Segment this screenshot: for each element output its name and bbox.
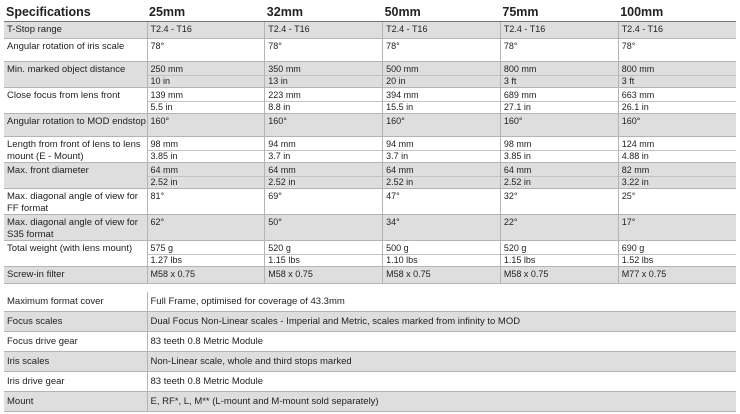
specifications-table <box>4 3 736 284</box>
spec-value-primary: 500 g <box>386 243 409 253</box>
specifications-body <box>4 22 736 284</box>
general-row <box>4 352 736 372</box>
column-header-100mm: 100mm <box>618 3 736 22</box>
spec-value-secondary: 10 in <box>148 75 265 87</box>
spec-cell <box>618 215 736 241</box>
spec-row <box>4 163 736 189</box>
spec-value-secondary: 3.7 in <box>383 150 500 162</box>
spec-value-secondary: 3.22 in <box>619 176 736 188</box>
column-header-75mm: 75mm <box>500 3 618 22</box>
spec-cell <box>265 267 383 284</box>
spec-value-primary: 98 mm <box>503 139 532 149</box>
spec-value-secondary: 2.52 in <box>265 176 382 188</box>
spec-value-primary: 25° <box>621 191 636 201</box>
spec-cell <box>500 114 618 137</box>
general-specs-table <box>4 292 736 412</box>
column-header-25mm: 25mm <box>147 3 265 22</box>
spec-cell <box>500 267 618 284</box>
spec-value-primary: M58 x 0.75 <box>150 269 196 279</box>
general-row-value: Dual Focus Non-Linear scales - Imperial and Metric, scales marked from infinity to MOD <box>147 312 736 332</box>
spec-value-primary: 17° <box>621 217 636 227</box>
general-row-label: Iris drive gear <box>4 372 147 392</box>
general-row-label: Mount <box>4 392 147 412</box>
spec-value-primary: 64 mm <box>150 165 179 175</box>
spec-cell <box>383 62 501 88</box>
spec-cell <box>265 137 383 163</box>
spec-row <box>4 215 736 241</box>
spec-row <box>4 137 736 163</box>
spec-row-label: Max. diagonal angle of view for S35 format <box>4 215 147 241</box>
spec-value-primary: 78° <box>268 41 282 51</box>
spec-value-primary: 62° <box>150 217 165 227</box>
spec-cell <box>383 215 501 241</box>
spec-row <box>4 22 736 39</box>
spec-cell <box>265 39 383 62</box>
spec-value-secondary: 1.15 lbs <box>501 254 618 266</box>
spec-value-primary: 82 mm <box>621 165 650 175</box>
spec-value-primary: 160° <box>503 116 523 126</box>
spec-cell <box>383 241 501 267</box>
spec-cell <box>383 88 501 114</box>
spec-value-primary: 78° <box>386 41 400 51</box>
spec-cell <box>618 22 736 39</box>
spec-cell <box>500 189 618 215</box>
spec-value-primary: 124 mm <box>621 139 655 149</box>
spec-cell <box>147 267 265 284</box>
spec-value-primary: T2.4 - T16 <box>150 24 192 34</box>
spec-value-primary: 64 mm <box>503 165 532 175</box>
spec-value-primary: 64 mm <box>268 165 296 175</box>
spec-row <box>4 114 736 137</box>
spec-value-primary: 520 g <box>503 243 527 253</box>
column-header-50mm: 50mm <box>383 3 501 22</box>
spec-value-primary: T2.4 - T16 <box>268 24 310 34</box>
general-row <box>4 312 736 332</box>
spec-value-primary: M58 x 0.75 <box>268 269 313 279</box>
spec-cell <box>383 114 501 137</box>
spec-value-secondary: 15.5 in <box>383 101 500 113</box>
spec-cell <box>383 189 501 215</box>
general-row-value: E, RF*, L, M** (L-mount and M-mount sold separately) <box>147 392 736 412</box>
spec-value-primary: 78° <box>150 41 165 51</box>
spec-value-primary: 22° <box>503 217 518 227</box>
spec-value-primary: 139 mm <box>150 90 184 100</box>
specifications-header-row <box>4 3 736 22</box>
spec-row-label: Length from front of lens to lens mount (E - Mount) <box>4 137 147 163</box>
spec-cell <box>618 189 736 215</box>
spec-value-primary: 50° <box>268 217 282 227</box>
spec-value-secondary: 1.52 lbs <box>619 254 736 266</box>
spec-cell <box>265 189 383 215</box>
spec-cell <box>147 114 265 137</box>
general-row-label: Maximum format cover <box>4 292 147 312</box>
spec-value-primary: T2.4 - T16 <box>503 24 546 34</box>
spec-value-primary: 69° <box>268 191 282 201</box>
spec-cell <box>618 241 736 267</box>
spec-value-primary: 800 mm <box>503 64 537 74</box>
spec-value-primary: 500 mm <box>386 64 419 74</box>
spec-cell <box>265 88 383 114</box>
spec-cell <box>383 22 501 39</box>
spec-row-label: Close focus from lens front <box>4 88 147 114</box>
spec-value-primary: 34° <box>386 217 400 227</box>
spec-row-label: Angular rotation to MOD endstop <box>4 114 147 137</box>
spec-cell <box>500 163 618 189</box>
spec-value-primary: 94 mm <box>386 139 414 149</box>
spec-value-primary: 690 g <box>621 243 645 253</box>
spec-cell <box>147 215 265 241</box>
general-row <box>4 392 736 412</box>
spec-value-secondary: 3.7 in <box>265 150 382 162</box>
spec-value-secondary: 13 in <box>265 75 382 87</box>
general-row-value: Full Frame, optimised for coverage of 43.3mm <box>147 292 736 312</box>
spec-cell <box>147 163 265 189</box>
spec-row-label: Screw-in filter <box>4 267 147 284</box>
spec-value-primary: 223 mm <box>268 90 301 100</box>
spec-cell <box>383 39 501 62</box>
spec-value-primary: 520 g <box>268 243 291 253</box>
general-row <box>4 292 736 312</box>
spec-cell <box>265 163 383 189</box>
spec-value-secondary: 3.85 in <box>501 150 618 162</box>
spec-cell <box>147 137 265 163</box>
spec-value-secondary: 1.27 lbs <box>148 254 265 266</box>
general-row-label: Focus scales <box>4 312 147 332</box>
spec-value-primary: 394 mm <box>386 90 419 100</box>
general-row-label: Iris scales <box>4 352 147 372</box>
spec-value-primary: 350 mm <box>268 64 301 74</box>
spec-value-secondary: 8.8 in <box>265 101 382 113</box>
spec-cell <box>383 267 501 284</box>
spec-cell <box>265 241 383 267</box>
spec-row <box>4 241 736 267</box>
spec-row <box>4 88 736 114</box>
spec-cell <box>618 62 736 88</box>
spec-cell <box>147 39 265 62</box>
general-row <box>4 372 736 392</box>
spec-cell <box>147 62 265 88</box>
general-row-value: Non-Linear scale, whole and third stops marked <box>147 352 736 372</box>
spec-cell <box>265 215 383 241</box>
spec-value-secondary: 27.1 in <box>501 101 618 113</box>
spec-value-primary: M58 x 0.75 <box>386 269 431 279</box>
spec-cell <box>147 189 265 215</box>
spec-value-secondary: 4.88 in <box>619 150 736 162</box>
spec-value-primary: 64 mm <box>386 165 414 175</box>
specifications-title: Specifications <box>4 3 147 22</box>
spec-value-primary: 575 g <box>150 243 174 253</box>
spec-cell <box>265 114 383 137</box>
spec-value-primary: 78° <box>503 41 518 51</box>
spec-value-primary: 94 mm <box>268 139 296 149</box>
general-row-value: 83 teeth 0.8 Metric Module <box>147 372 736 392</box>
spec-cell <box>500 241 618 267</box>
spec-value-primary: M77 x 0.75 <box>621 269 667 279</box>
spec-value-primary: 32° <box>503 191 518 201</box>
spec-row-label: Max. diagonal angle of view for FF format <box>4 189 147 215</box>
spec-cell <box>500 22 618 39</box>
spec-value-primary: 160° <box>386 116 405 126</box>
spec-row-label: T-Stop range <box>4 22 147 39</box>
spec-value-primary: 98 mm <box>150 139 179 149</box>
spec-cell <box>500 39 618 62</box>
spec-value-secondary: 2.52 in <box>501 176 618 188</box>
general-row <box>4 332 736 352</box>
general-row-label: Focus drive gear <box>4 332 147 352</box>
spec-cell <box>500 62 618 88</box>
spec-value-primary: T2.4 - T16 <box>386 24 428 34</box>
general-row-value: 83 teeth 0.8 Metric Module <box>147 332 736 352</box>
spec-value-primary: 160° <box>621 116 641 126</box>
spec-cell <box>500 137 618 163</box>
spec-cell <box>618 39 736 62</box>
spec-row <box>4 62 736 88</box>
spec-value-primary: T2.4 - T16 <box>621 24 664 34</box>
spec-cell <box>500 215 618 241</box>
spec-cell <box>618 114 736 137</box>
spec-value-primary: 160° <box>150 116 170 126</box>
spec-cell <box>500 88 618 114</box>
spec-value-primary: 250 mm <box>150 64 184 74</box>
spec-row <box>4 39 736 62</box>
spec-value-secondary: 26.1 in <box>619 101 736 113</box>
spec-cell <box>383 137 501 163</box>
spec-row <box>4 189 736 215</box>
spec-cell <box>618 88 736 114</box>
spec-value-secondary: 1.10 lbs <box>383 254 500 266</box>
spec-cell <box>618 267 736 284</box>
spec-cell <box>618 137 736 163</box>
spec-row <box>4 267 736 284</box>
spec-cell <box>265 22 383 39</box>
spec-value-primary: 689 mm <box>503 90 537 100</box>
spec-value-primary: 160° <box>268 116 287 126</box>
spec-value-primary: 78° <box>621 41 636 51</box>
spec-value-secondary: 3 ft <box>501 75 618 87</box>
spec-cell <box>265 62 383 88</box>
spec-value-secondary: 3.85 in <box>148 150 265 162</box>
spec-value-primary: 800 mm <box>621 64 655 74</box>
spec-value-secondary: 3 ft <box>619 75 736 87</box>
spec-cell <box>618 163 736 189</box>
spec-value-secondary: 20 in <box>383 75 500 87</box>
spec-row-label: Angular rotation of iris scale <box>4 39 147 62</box>
spec-row-label: Total weight (with lens mount) <box>4 241 147 267</box>
spec-value-primary: 47° <box>386 191 400 201</box>
spec-row-label: Max. front diameter <box>4 163 147 189</box>
spec-value-secondary: 2.52 in <box>383 176 500 188</box>
spec-value-secondary: 5.5 in <box>148 101 265 113</box>
spec-value-secondary: 2.52 in <box>148 176 265 188</box>
spec-value-primary: 81° <box>150 191 165 201</box>
spec-cell <box>383 163 501 189</box>
spec-value-secondary: 1.15 lbs <box>265 254 382 266</box>
spec-value-primary: 663 mm <box>621 90 655 100</box>
column-header-32mm: 32mm <box>265 3 383 22</box>
spec-cell <box>147 88 265 114</box>
spec-cell <box>147 241 265 267</box>
spec-cell <box>147 22 265 39</box>
spec-row-label: Min. marked object distance <box>4 62 147 88</box>
general-specs-body <box>4 292 736 412</box>
spec-value-primary: M58 x 0.75 <box>503 269 549 279</box>
